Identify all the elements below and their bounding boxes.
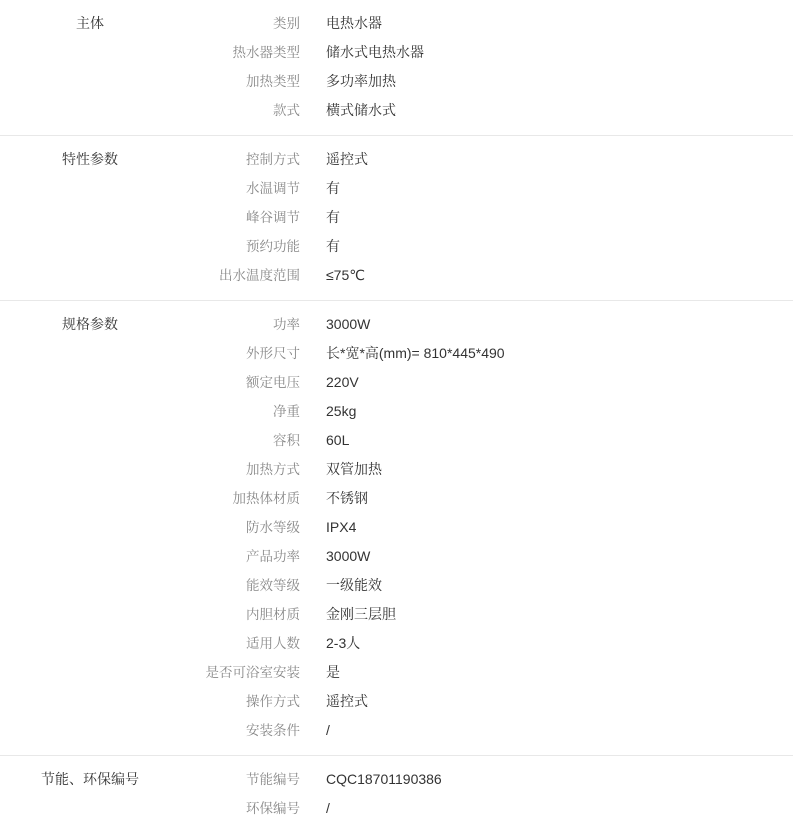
spec-label: 净重 <box>273 404 300 419</box>
spec-value: / <box>326 800 330 816</box>
spec-row <box>0 261 793 290</box>
spec-value: 有 <box>326 180 340 196</box>
spec-section <box>0 136 793 301</box>
spec-row <box>0 629 793 658</box>
spec-value: 220V <box>326 374 359 390</box>
spec-row <box>0 794 793 823</box>
spec-value: 有 <box>326 209 340 225</box>
spec-row <box>0 232 793 261</box>
section-spacer-bottom <box>0 290 793 300</box>
spec-label: 峰谷调节 <box>246 210 300 225</box>
spec-row <box>0 203 793 232</box>
section-spacer-top <box>0 756 793 765</box>
spec-section <box>0 301 793 756</box>
spec-label: 额定电压 <box>246 375 300 390</box>
spec-row <box>0 67 793 96</box>
spec-label: 能效等级 <box>246 578 300 593</box>
spec-value: 3000W <box>326 316 371 332</box>
spec-label: 加热类型 <box>246 74 300 89</box>
spec-label: 是否可浴室安装 <box>205 665 300 680</box>
spec-row <box>0 542 793 571</box>
spec-row <box>0 716 793 745</box>
spec-row <box>0 600 793 629</box>
section-spacer-top <box>0 0 793 9</box>
spec-label: 操作方式 <box>246 694 300 709</box>
section-title: 规格参数 <box>62 316 118 332</box>
spec-row <box>0 687 793 716</box>
spec-value: 横式储水式 <box>326 102 396 118</box>
spec-value: 双管加热 <box>326 461 382 477</box>
spec-value: 金刚三层胆 <box>326 606 396 622</box>
spec-label: 预约功能 <box>246 239 300 254</box>
spec-label: 控制方式 <box>246 152 300 167</box>
spec-row <box>0 339 793 368</box>
spec-value: 多功率加热 <box>326 73 396 89</box>
spec-section <box>0 756 793 833</box>
spec-label: 出水温度范围 <box>219 268 300 283</box>
spec-label: 外形尺寸 <box>246 346 300 361</box>
spec-value: 遥控式 <box>326 693 368 709</box>
spec-row <box>0 9 793 38</box>
spec-value: 25kg <box>326 403 357 419</box>
spec-label: 安装条件 <box>246 723 300 738</box>
spec-row <box>0 426 793 455</box>
section-spacer-bottom <box>0 745 793 755</box>
spec-row <box>0 765 793 794</box>
section-spacer-bottom <box>0 823 793 833</box>
spec-label: 热水器类型 <box>232 45 300 60</box>
spec-label: 产品功率 <box>246 549 300 564</box>
spec-value: / <box>326 722 330 738</box>
spec-value: 电热水器 <box>326 15 382 31</box>
spec-value: 60L <box>326 432 350 448</box>
spec-label: 加热体材质 <box>232 491 300 506</box>
spec-row <box>0 571 793 600</box>
spec-value: ≤75℃ <box>326 267 365 283</box>
section-spacer-top <box>0 301 793 310</box>
spec-value: 3000W <box>326 548 371 564</box>
spec-label: 水温调节 <box>246 181 300 196</box>
spec-row <box>0 484 793 513</box>
spec-label: 功率 <box>273 317 300 332</box>
spec-label: 类别 <box>273 16 300 31</box>
spec-row <box>0 658 793 687</box>
section-spacer-top <box>0 136 793 145</box>
section-title: 主体 <box>76 15 104 31</box>
spec-label: 内胆材质 <box>246 607 300 622</box>
spec-value: 不锈钢 <box>326 490 368 506</box>
spec-value: 有 <box>326 238 340 254</box>
spec-row <box>0 310 793 339</box>
spec-value: IPX4 <box>326 519 357 535</box>
spec-label: 防水等级 <box>246 520 300 535</box>
spec-label: 环保编号 <box>246 801 300 816</box>
section-title: 节能、环保编号 <box>41 771 139 787</box>
spec-value: 是 <box>326 664 340 680</box>
spec-row <box>0 397 793 426</box>
spec-value: CQC18701190386 <box>326 771 442 787</box>
spec-value: 长*宽*高(mm)= 810*445*490 <box>326 345 505 361</box>
spec-value: 2-3人 <box>326 635 361 651</box>
spec-row <box>0 38 793 67</box>
spec-row <box>0 145 793 174</box>
spec-label: 节能编号 <box>246 772 300 787</box>
spec-label: 适用人数 <box>246 636 300 651</box>
spec-label: 容积 <box>273 433 300 448</box>
spec-row <box>0 174 793 203</box>
spec-row <box>0 513 793 542</box>
spec-row <box>0 455 793 484</box>
section-spacer-bottom <box>0 125 793 135</box>
spec-value: 一级能效 <box>326 577 382 593</box>
spec-row <box>0 368 793 397</box>
spec-section <box>0 0 793 136</box>
spec-label: 加热方式 <box>246 462 300 477</box>
spec-row <box>0 96 793 125</box>
section-title: 特性参数 <box>62 151 118 167</box>
spec-value: 储水式电热水器 <box>326 44 424 60</box>
spec-value: 遥控式 <box>326 151 368 167</box>
spec-label: 款式 <box>273 103 300 118</box>
